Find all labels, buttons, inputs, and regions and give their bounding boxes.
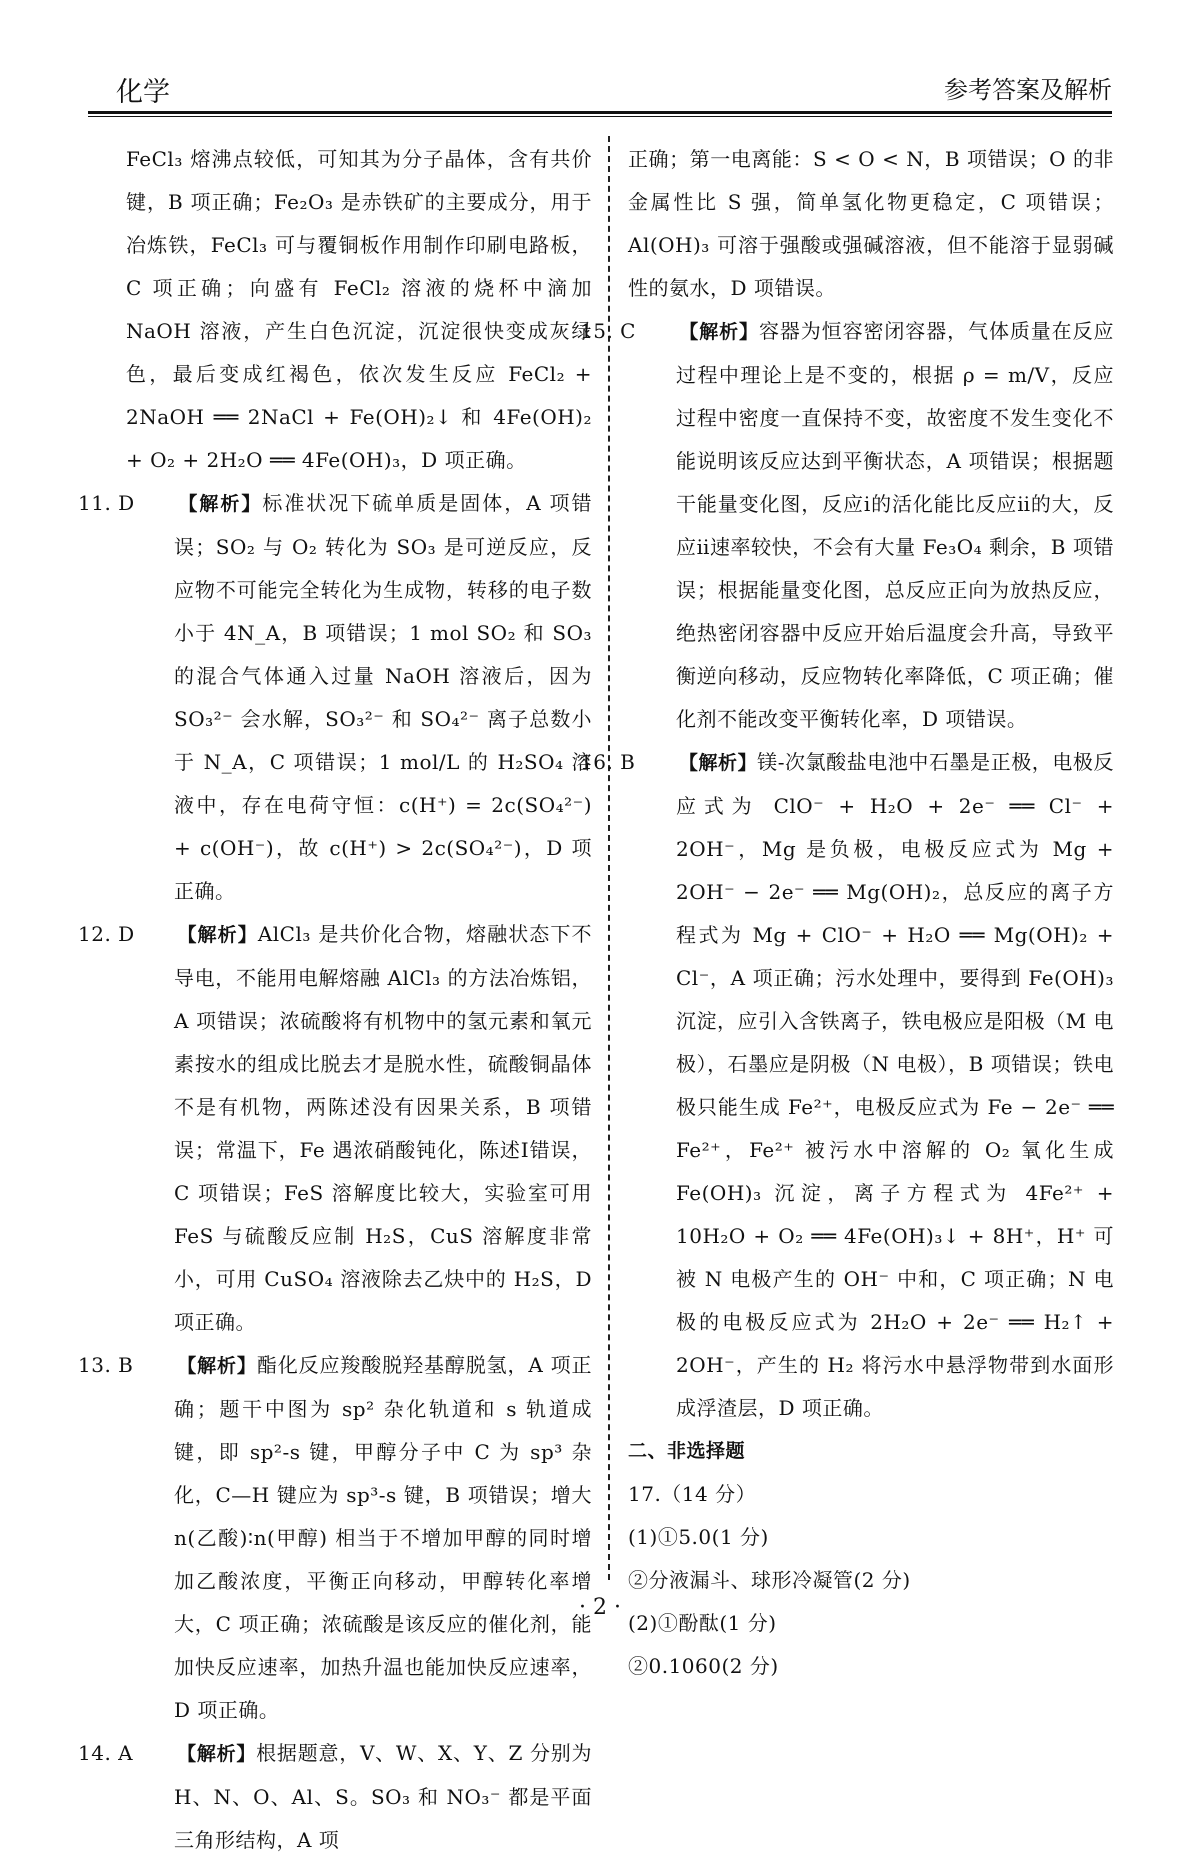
subject-title: 化学 <box>116 77 170 108</box>
analysis-tag: 【解析】 <box>178 493 263 515</box>
continued-answer-14: 正确；第一电离能：S < O < N，B 项错误；O 的非金属性比 S 强，简单氢化物更稳定，C 项错误；Al(OH)₃ 可溶于强酸或强碱溶液，但不能溶于显弱碱性的氨水，D 项错误。 <box>628 147 1114 300</box>
answer-text: 镁-次氯酸盐电池中石墨是正极，电极反应式为 ClO⁻ + H₂O + 2e⁻ ══ Cl⁻ + 2OH⁻，Mg 是负极，电极反应式为 Mg + 2OH⁻ − 2e⁻ ══ Mg(OH)₂，总反应的离子方程式为 Mg + ClO⁻ + H₂O ══ Mg(OH)₂ + Cl⁻，A 项正确；污水处理中，要得到 Fe(OH)₃ 沉淀，应引入含铁离子，铁电极应是阳极（M 电极），石墨应是阴极（N 电极），B 项错误；铁电极只能生成 Fe²⁺，电极反应式为 Fe − 2e⁻ ══ Fe²⁺，Fe²⁺ 被污水中溶解的 O₂ 氧化生成 Fe(OH)₃ 沉淀，离子方程式为 4Fe²⁺ + 10H₂O + O₂ ══ 4Fe(OH)₃↓ + 8H⁺，H⁺ 可被 N 电极产生的 OH⁻ 中和，C 项正确；N 电极的电极反应式为 2H₂O + 2e⁻ ══ H₂↑ + 2OH⁻，产生的 H₂ 将污水中悬浮物带到水面形成浮渣层，D 项正确。 <box>676 750 1114 1420</box>
header-rule-thick <box>88 111 1112 114</box>
answer-text: 根据题意，V、W、X、Y、Z 分别为 H、N、O、Al、S。SO₃ 和 NO₃⁻ 都是平面三角形结构，A 项 <box>174 1741 592 1852</box>
answer-number: 11. D <box>78 491 135 515</box>
answer-14 <box>78 1732 592 1862</box>
section-title: 参考答案及解析 <box>944 76 1112 104</box>
analysis-tag: 【解析】 <box>679 321 759 343</box>
q17-line: ②0.1060(2 分) <box>628 1654 779 1678</box>
right-column <box>580 138 1115 1688</box>
answer-13 <box>78 1344 592 1732</box>
answer-text: 标准状况下硫单质是固体，A 项错误；SO₂ 与 O₂ 转化为 SO₃ 是可逆反应，反应物不可能完全转化为生成物，转移的电子数小于 4N_A，B 项错误；1 mol SO₂ 和 SO₃ 的混合气体通入过量 NaOH 溶液后，因为 SO₃²⁻ 会水解，SO₃²⁻ 和 SO₄²⁻ 离子总数小于 N_A，C 项错误；1 mol/L 的 H₂SO₄ 溶液中，存在电荷守恒：c(H⁺) = 2c(SO₄²⁻) + c(OH⁻)，故 c(H⁺) > 2c(SO₄²⁻)，D 项正确。 <box>174 491 592 903</box>
page-header <box>88 70 1112 110</box>
analysis-tag: 【解析】 <box>177 1743 257 1765</box>
answer-11 <box>78 482 592 913</box>
q17-line: (2)①酚酞(1 分) <box>628 1611 777 1635</box>
answer-number: 15. C <box>580 319 636 343</box>
answer-number: 14. A <box>78 1741 134 1765</box>
page-number: · 2 · <box>579 1595 621 1620</box>
q17-line: (1)①5.0(1 分) <box>628 1525 769 1549</box>
analysis-tag: 【解析】 <box>177 924 258 946</box>
header-rule-thin <box>88 116 1112 117</box>
answer-text: 酯化反应羧酸脱羟基醇脱氢，A 项正确；题干中图为 sp² 杂化轨道和 s 轨道成键，即 sp²-s 键，甲醇分子中 C 为 sp³ 杂化，C—H 键应为 sp³-s 键，B 项错误；增大 n(乙酸)∶n(甲醇) 相当于不增加甲醇的同时增加乙酸浓度，平衡正向移动，甲醇转化率增大，C 项正确；浓硫酸是该反应的催化剂，能加快反应速率，加热升温也能加快反应速率，D 项正确。 <box>174 1353 592 1722</box>
answer-number: 16. B <box>580 750 636 774</box>
answer-number: 12. D <box>78 922 135 946</box>
q17-line: ②分液漏斗、球形冷凝管(2 分) <box>628 1568 911 1592</box>
analysis-tag: 【解析】 <box>678 752 758 774</box>
analysis-tag: 【解析】 <box>177 1355 257 1377</box>
question-17-header: 17.（14 分） <box>628 1482 757 1506</box>
continued-answer-10: FeCl₃ 熔沸点较低，可知其为分子晶体，含有共价键，B 项正确；Fe₂O₃ 是赤铁矿的主要成分，用于冶炼铁，FeCl₃ 可与覆铜板作用制作印刷电路板，C 项正确；向盛有 FeCl₂ 溶液的烧杯中滴加 NaOH 溶液，产生白色沉淀，沉淀很快变成灰绿色，最后变成红褐色，依次发生反应 FeCl₂ + 2NaOH ══ 2NaCl + Fe(OH)₂↓ 和 4Fe(OH)₂ + O₂ + 2H₂O ══ 4Fe(OH)₃，D 项正确。 <box>126 147 592 472</box>
answer-15 <box>580 310 1115 741</box>
answer-12 <box>78 913 592 1344</box>
answer-text: 容器为恒容密闭容器，气体质量在反应过程中理论上是不变的，根据 ρ = m/V，反应过程中密度一直保持不变，故密度不发生变化不能说明该反应达到平衡状态，A 项错误；根据题干能量变化图，反应ⅰ的活化能比反应ⅱ的大，反应ⅱ速率较快，不会有大量 Fe₃O₄ 剩余，B 项错误；根据能量变化图，总反应正向为放热反应，绝热密闭容器中反应开始后温度会升高，导致平衡逆向移动，反应物转化率降低，C 项正确；催化剂不能改变平衡转化率，D 项错误。 <box>676 319 1115 731</box>
answer-number: 13. B <box>78 1353 134 1377</box>
section-heading: 二、非选择题 <box>628 1440 746 1462</box>
answer-text: AlCl₃ 是共价化合物，熔融状态下不导电，不能用电解熔融 AlCl₃ 的方法冶炼铝，A 项错误；浓硫酸将有机物中的氢元素和氧元素按水的组成比脱去才是脱水性，硫酸铜晶体不是有机物，两陈述没有因果关系，B 项错误；常温下，Fe 遇浓硝酸钝化，陈述Ⅰ错误，C 项错误；FeS 溶解度比较大，实验室可用 FeS 与硫酸反应制 H₂S，CuS 溶解度非常小，可用 CuSO₄ 溶液除去乙炔中的 H₂S，D 项正确。 <box>174 922 592 1334</box>
answer-16 <box>580 741 1114 1430</box>
